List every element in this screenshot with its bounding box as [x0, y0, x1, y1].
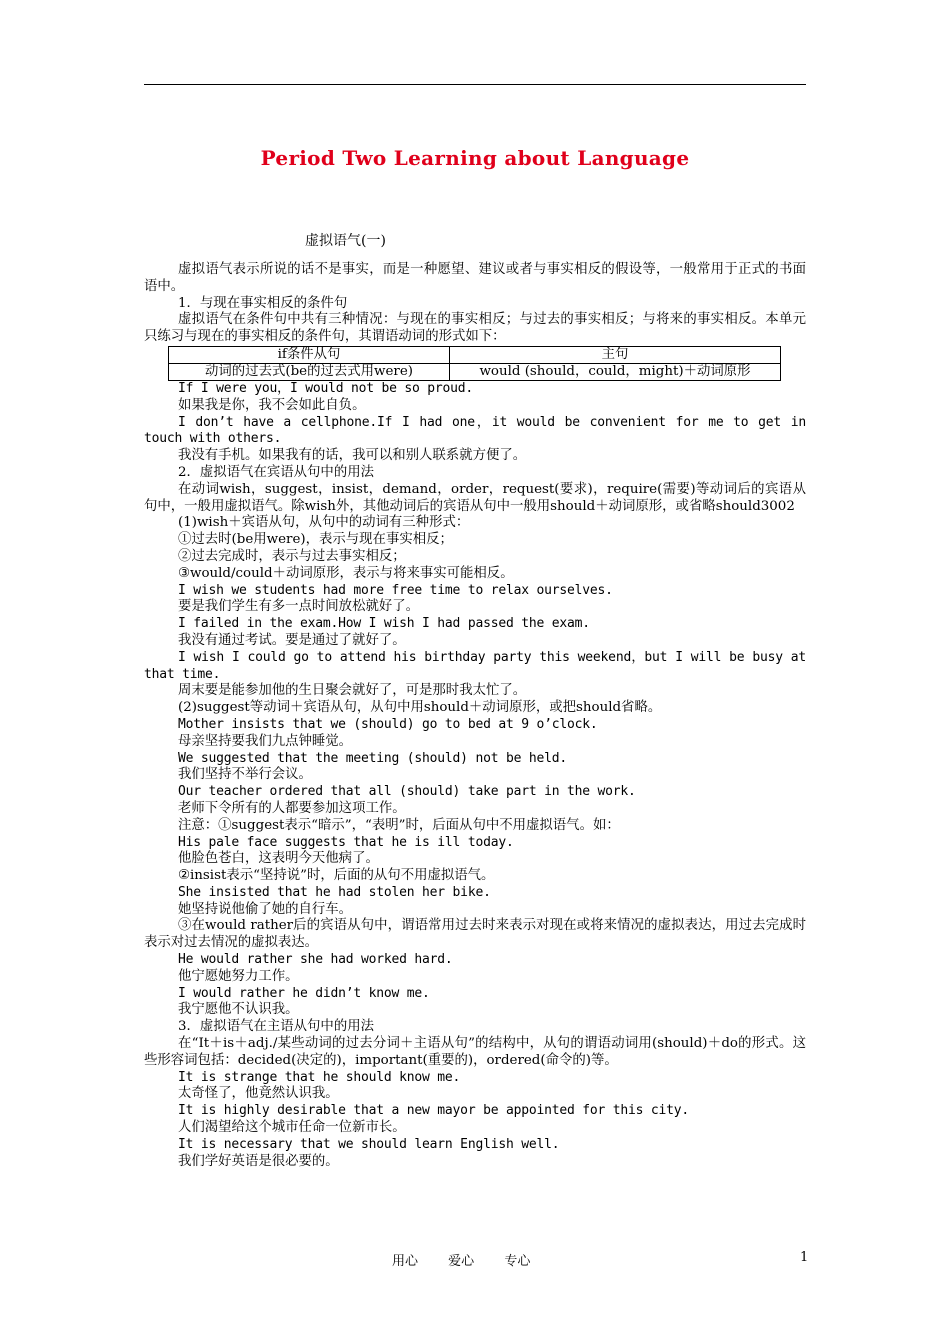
text-line: 我们学好英语是很必要的。 — [178, 1153, 339, 1169]
header-rule — [144, 84, 806, 85]
text-line: 要是我们学生有多一点时间放松就好了。 — [178, 599, 420, 615]
table-cell: would (should，could，might)＋动词原形 — [450, 363, 781, 380]
text-line: 我宁愿他不认识我。 — [178, 1002, 299, 1018]
english-example: I would rather he didn’t know me. — [178, 985, 430, 1001]
section-description-1: 虚拟语气在条件句中共有三种情况：与现在的事实相反；与过去的事实相反；与将来的事实相反。本单元只练习与现在的事实相反的条件句，其谓语动词的形式如下： — [144, 312, 806, 345]
english-example: I failed in the exam.How I wish I had passed the exam. — [178, 616, 590, 632]
verb-form-table — [168, 346, 781, 381]
table-cell: 动词的过去式(be的过去式用were) — [169, 363, 450, 380]
text-line: (1)wish＋宾语从句，从句中的动词有三种形式： — [178, 515, 470, 531]
text-line: 2．虚拟语气在宾语从句中的用法 — [178, 464, 374, 480]
text-line: (2)suggest等动词＋宾语从句，从句中用should＋动词原形，或把should省略。 — [178, 700, 662, 716]
text-line: 我们坚持不举行会议。 — [178, 767, 312, 783]
example-lines — [144, 381, 806, 1170]
english-example: Mother insists that we (should) go to bed at 9 o’clock. — [178, 716, 598, 732]
intro-paragraph: 虚拟语气表示所说的话不是事实，而是一种愿望、建议或者与事实相反的假设等，一般常用于正式的书面语中。 — [144, 262, 806, 294]
english-example: I wish we students had more free time to relax ourselves. — [178, 582, 613, 598]
document-body — [144, 262, 806, 1170]
table-row — [169, 363, 781, 380]
page-title: Period Two Learning about Language — [260, 146, 690, 170]
text-line: 人们渴望给这个城市任命一位新市长。 — [178, 1120, 406, 1136]
english-example: Our teacher ordered that all (should) take part in the work. — [178, 784, 636, 800]
english-example: I wish I could go to attend his birthday party this weekend，but I will be busy at that time. — [144, 649, 806, 682]
text-line: 太奇怪了，他竟然认识我。 — [178, 1086, 339, 1102]
english-example: It is strange that he should know me. — [178, 1069, 461, 1085]
page-number: 1 — [800, 1250, 809, 1265]
english-example: We suggested that the meeting (should) not be held. — [178, 750, 567, 766]
text-line: 3．虚拟语气在主语从句中的用法 — [178, 1019, 374, 1035]
text-line: 注意：①suggest表示“暗示”，“表明”时，后面从句中不用虚拟语气。如： — [178, 817, 620, 833]
text-line: ③在would rather后的宾语从句中，谓语常用过去时来表示对现在或将来情况的虚拟表达，用过去完成时表示对过去情况的虚拟表达。 — [144, 918, 806, 951]
text-line: 我没有手机。如果我有的话，我可以和别人联系就方便了。 — [178, 448, 527, 464]
footer-word: 用心 — [392, 1254, 419, 1269]
english-example: I don’t have a cellphone.If I had one，it would be convenient for me to get in touch with others. — [144, 414, 806, 447]
text-line: 老师下令所有的人都要参加这项工作。 — [178, 800, 406, 816]
text-line: 他宁愿她努力工作。 — [178, 968, 299, 984]
footer-word: 专心 — [504, 1254, 531, 1269]
text-line: 在“It＋is＋adj./某些动词的过去分词＋主语从句”的结构中，从句的谓语动词用(should)＋do的形式。这些形容词包括：decided(决定的)，important(重要的)，ordered(命令的)等。 — [144, 1036, 806, 1068]
text-line: 在动词wish，suggest，insist，demand，order，request(要求)，require(需要)等动词后的宾语从句中，一般用虚拟语气。除wish外，其他动词后的宾语从句中一般用should＋动词原形，或省略should3002 — [144, 481, 806, 514]
table-header-cell: 主句 — [450, 346, 781, 363]
section-heading-1: 1．与现在事实相反的条件句 — [178, 295, 348, 311]
text-line: 她坚持说他偷了她的自行车。 — [178, 901, 353, 917]
text-line: 周末要是能参加他的生日聚会就好了，可是那时我太忙了。 — [178, 683, 527, 699]
text-line: 母亲坚持要我们九点钟睡觉。 — [178, 733, 353, 749]
english-example: He would rather she had worked hard. — [178, 952, 453, 968]
text-line: ①过去时(be用were)，表示与现在事实相反； — [178, 532, 453, 548]
english-example: She insisted that he had stolen her bike. — [178, 884, 491, 900]
table-header-cell: if条件从句 — [169, 346, 450, 363]
english-example: It is highly desirable that a new mayor be appointed for this city. — [178, 1103, 689, 1119]
table-header-row — [169, 346, 781, 363]
text-line: 他脸色苍白，这表明今天他病了。 — [178, 851, 379, 867]
page-footer — [392, 1250, 556, 1269]
english-example: His pale face suggests that he is ill today. — [178, 834, 514, 850]
section-subtitle: 虚拟语气(一) — [305, 233, 386, 249]
english-example: If I were you，I would not be so proud. — [178, 380, 473, 396]
text-line: ②过去完成时，表示与过去事实相反； — [178, 548, 406, 564]
english-example: It is necessary that we should learn English well. — [178, 1136, 560, 1152]
text-line: ②insist表示“坚持说”时，后面的从句不用虚拟语气。 — [178, 868, 495, 884]
text-line: ③would/could＋动词原形，表示与将来事实可能相反。 — [178, 565, 514, 581]
text-line: 我没有通过考试。要是通过了就好了。 — [178, 632, 406, 648]
text-line: 如果我是你，我不会如此自负。 — [178, 397, 366, 413]
footer-word: 爱心 — [448, 1254, 475, 1269]
